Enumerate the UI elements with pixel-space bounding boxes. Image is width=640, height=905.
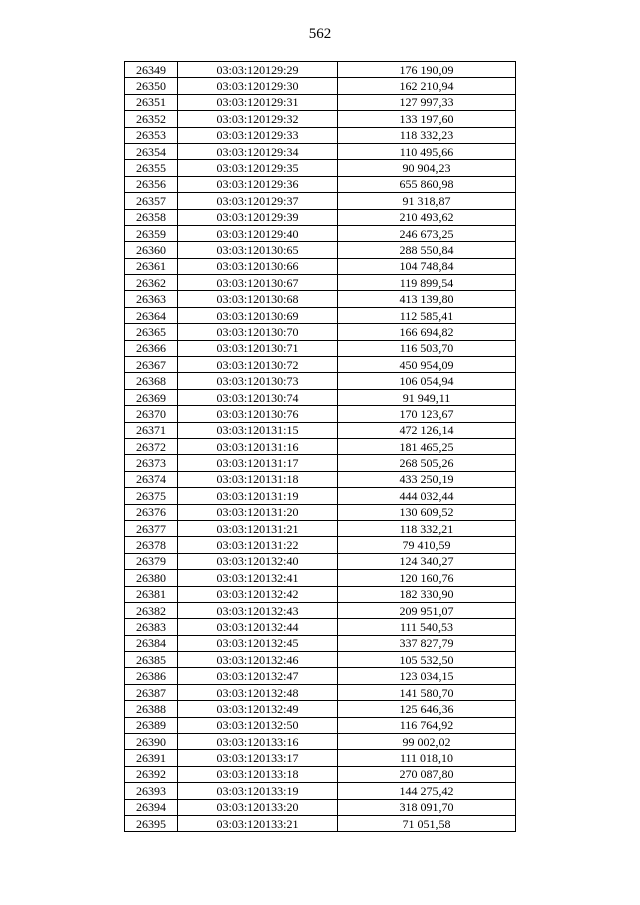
page-number: 562 (308, 26, 332, 42)
table-row (125, 209, 516, 225)
value-cell: 111 018,10 (338, 750, 516, 766)
table-row (125, 127, 516, 143)
value-cell: 104 748,84 (338, 258, 516, 274)
cadastral-number-cell: 03:03:120129:32 (178, 111, 338, 127)
table-row (125, 455, 516, 471)
value-cell: 130 609,52 (338, 504, 516, 520)
table-row (125, 570, 516, 586)
cadastral-number-cell: 03:03:120130:76 (178, 406, 338, 422)
value-cell: 166 694,82 (338, 324, 516, 340)
value-cell: 162 210,94 (338, 78, 516, 94)
value-cell: 99 002,02 (338, 734, 516, 750)
cadastral-number-cell: 03:03:120132:48 (178, 684, 338, 700)
table-row (125, 389, 516, 405)
table-row (125, 143, 516, 159)
row-number-cell: 26363 (125, 291, 178, 307)
table-row (125, 553, 516, 569)
value-cell: 71 051,58 (338, 815, 516, 831)
row-number-cell: 26382 (125, 602, 178, 618)
table-row (125, 438, 516, 454)
table-row (125, 668, 516, 684)
cadastral-number-cell: 03:03:120129:35 (178, 160, 338, 176)
table-row (125, 78, 516, 94)
table-row (125, 815, 516, 831)
cadastral-number-cell: 03:03:120129:39 (178, 209, 338, 225)
cadastral-number-cell: 03:03:120129:29 (178, 62, 338, 78)
value-cell: 209 951,07 (338, 602, 516, 618)
row-number-cell: 26393 (125, 783, 178, 799)
row-number-cell: 26386 (125, 668, 178, 684)
value-cell: 337 827,79 (338, 635, 516, 651)
table-row (125, 357, 516, 373)
value-cell: 444 032,44 (338, 488, 516, 504)
cadastral-number-cell: 03:03:120129:40 (178, 225, 338, 241)
row-number-cell: 26366 (125, 340, 178, 356)
row-number-cell: 26372 (125, 438, 178, 454)
table-row (125, 291, 516, 307)
cadastral-number-cell: 03:03:120132:41 (178, 570, 338, 586)
table-row (125, 94, 516, 110)
table-row (125, 242, 516, 258)
value-cell: 90 904,23 (338, 160, 516, 176)
table-row (125, 488, 516, 504)
cadastral-number-cell: 03:03:120133:21 (178, 815, 338, 831)
table-row (125, 766, 516, 782)
row-number-cell: 26367 (125, 357, 178, 373)
row-number-cell: 26381 (125, 586, 178, 602)
table-row (125, 176, 516, 192)
row-number-cell: 26389 (125, 717, 178, 733)
cadastral-number-cell: 03:03:120130:65 (178, 242, 338, 258)
cadastral-number-cell: 03:03:120130:70 (178, 324, 338, 340)
row-number-cell: 26351 (125, 94, 178, 110)
table-row (125, 504, 516, 520)
table-row (125, 160, 516, 176)
value-cell: 268 505,26 (338, 455, 516, 471)
table-row (125, 734, 516, 750)
value-cell: 182 330,90 (338, 586, 516, 602)
table-row (125, 619, 516, 635)
row-number-cell: 26358 (125, 209, 178, 225)
value-cell: 246 673,25 (338, 225, 516, 241)
cadastral-number-cell: 03:03:120131:16 (178, 438, 338, 454)
cadastral-number-cell: 03:03:120131:20 (178, 504, 338, 520)
row-number-cell: 26387 (125, 684, 178, 700)
row-number-cell: 26371 (125, 422, 178, 438)
cadastral-number-cell: 03:03:120129:33 (178, 127, 338, 143)
value-cell: 433 250,19 (338, 471, 516, 487)
value-cell: 288 550,84 (338, 242, 516, 258)
cadastral-number-cell: 03:03:120130:74 (178, 389, 338, 405)
row-number-cell: 26375 (125, 488, 178, 504)
cadastral-number-cell: 03:03:120133:17 (178, 750, 338, 766)
table-row (125, 373, 516, 389)
table-row (125, 225, 516, 241)
value-cell: 127 997,33 (338, 94, 516, 110)
table-row (125, 324, 516, 340)
cadastral-number-cell: 03:03:120131:21 (178, 520, 338, 536)
value-cell: 210 493,62 (338, 209, 516, 225)
row-number-cell: 26395 (125, 815, 178, 831)
row-number-cell: 26379 (125, 553, 178, 569)
value-cell: 91 949,11 (338, 389, 516, 405)
cadastral-number-cell: 03:03:120133:20 (178, 799, 338, 815)
table-row (125, 471, 516, 487)
value-cell: 116 764,92 (338, 717, 516, 733)
value-cell: 655 860,98 (338, 176, 516, 192)
value-cell: 120 160,76 (338, 570, 516, 586)
table-row (125, 307, 516, 323)
row-number-cell: 26362 (125, 275, 178, 291)
row-number-cell: 26391 (125, 750, 178, 766)
table-row (125, 750, 516, 766)
cadastral-number-cell: 03:03:120130:67 (178, 275, 338, 291)
row-number-cell: 26384 (125, 635, 178, 651)
cadastral-number-cell: 03:03:120130:68 (178, 291, 338, 307)
table-body (125, 62, 516, 832)
value-cell: 110 495,66 (338, 143, 516, 159)
value-cell: 176 190,09 (338, 62, 516, 78)
value-cell: 170 123,67 (338, 406, 516, 422)
cadastral-number-cell: 03:03:120132:50 (178, 717, 338, 733)
value-cell: 105 532,50 (338, 652, 516, 668)
row-number-cell: 26357 (125, 193, 178, 209)
cadastral-number-cell: 03:03:120132:47 (178, 668, 338, 684)
row-number-cell: 26353 (125, 127, 178, 143)
row-number-cell: 26361 (125, 258, 178, 274)
row-number-cell: 26376 (125, 504, 178, 520)
cadastral-number-cell: 03:03:120132:40 (178, 553, 338, 569)
table-row (125, 275, 516, 291)
value-cell: 118 332,23 (338, 127, 516, 143)
cadastral-number-cell: 03:03:120130:72 (178, 357, 338, 373)
cadastral-number-cell: 03:03:120131:19 (178, 488, 338, 504)
table-row (125, 520, 516, 536)
row-number-cell: 26378 (125, 537, 178, 553)
cadastral-number-cell: 03:03:120132:45 (178, 635, 338, 651)
row-number-cell: 26390 (125, 734, 178, 750)
table-row (125, 586, 516, 602)
cadastral-number-cell: 03:03:120129:36 (178, 176, 338, 192)
cadastral-number-cell: 03:03:120129:30 (178, 78, 338, 94)
cadastral-number-cell: 03:03:120132:44 (178, 619, 338, 635)
table-row (125, 717, 516, 733)
table-row (125, 635, 516, 651)
value-cell: 111 540,53 (338, 619, 516, 635)
value-cell: 119 899,54 (338, 275, 516, 291)
row-number-cell: 26374 (125, 471, 178, 487)
value-cell: 181 465,25 (338, 438, 516, 454)
table-row (125, 340, 516, 356)
row-number-cell: 26364 (125, 307, 178, 323)
cadastral-number-cell: 03:03:120133:19 (178, 783, 338, 799)
row-number-cell: 26359 (125, 225, 178, 241)
row-number-cell: 26369 (125, 389, 178, 405)
cadastral-value-table (124, 61, 516, 832)
value-cell: 116 503,70 (338, 340, 516, 356)
cadastral-number-cell: 03:03:120131:17 (178, 455, 338, 471)
cadastral-number-cell: 03:03:120129:37 (178, 193, 338, 209)
table-row (125, 652, 516, 668)
table-row (125, 422, 516, 438)
row-number-cell: 26380 (125, 570, 178, 586)
value-cell: 79 410,59 (338, 537, 516, 553)
cadastral-number-cell: 03:03:120131:22 (178, 537, 338, 553)
cadastral-number-cell: 03:03:120131:18 (178, 471, 338, 487)
row-number-cell: 26356 (125, 176, 178, 192)
value-cell: 123 034,15 (338, 668, 516, 684)
cadastral-number-cell: 03:03:120132:46 (178, 652, 338, 668)
cadastral-number-cell: 03:03:120132:43 (178, 602, 338, 618)
row-number-cell: 26368 (125, 373, 178, 389)
row-number-cell: 26373 (125, 455, 178, 471)
table-row (125, 684, 516, 700)
table-row (125, 783, 516, 799)
cadastral-number-cell: 03:03:120133:18 (178, 766, 338, 782)
row-number-cell: 26394 (125, 799, 178, 815)
table-row (125, 62, 516, 78)
cadastral-number-cell: 03:03:120129:31 (178, 94, 338, 110)
cadastral-number-cell: 03:03:120133:16 (178, 734, 338, 750)
value-cell: 133 197,60 (338, 111, 516, 127)
value-cell: 318 091,70 (338, 799, 516, 815)
table-row (125, 406, 516, 422)
table-row (125, 111, 516, 127)
value-cell: 144 275,42 (338, 783, 516, 799)
value-cell: 472 126,14 (338, 422, 516, 438)
row-number-cell: 26352 (125, 111, 178, 127)
table-row (125, 602, 516, 618)
row-number-cell: 26365 (125, 324, 178, 340)
cadastral-number-cell: 03:03:120130:71 (178, 340, 338, 356)
table-row (125, 799, 516, 815)
row-number-cell: 26385 (125, 652, 178, 668)
row-number-cell: 26377 (125, 520, 178, 536)
value-cell: 124 340,27 (338, 553, 516, 569)
value-cell: 91 318,87 (338, 193, 516, 209)
row-number-cell: 26354 (125, 143, 178, 159)
cadastral-number-cell: 03:03:120130:66 (178, 258, 338, 274)
value-cell: 118 332,21 (338, 520, 516, 536)
table-row (125, 537, 516, 553)
value-cell: 106 054,94 (338, 373, 516, 389)
table-row (125, 193, 516, 209)
value-cell: 413 139,80 (338, 291, 516, 307)
cadastral-number-cell: 03:03:120131:15 (178, 422, 338, 438)
row-number-cell: 26349 (125, 62, 178, 78)
cadastral-number-cell: 03:03:120130:73 (178, 373, 338, 389)
value-cell: 270 087,80 (338, 766, 516, 782)
table-row (125, 701, 516, 717)
value-cell: 125 646,36 (338, 701, 516, 717)
table-row (125, 258, 516, 274)
row-number-cell: 26360 (125, 242, 178, 258)
row-number-cell: 26370 (125, 406, 178, 422)
value-cell: 450 954,09 (338, 357, 516, 373)
cadastral-number-cell: 03:03:120130:69 (178, 307, 338, 323)
value-cell: 112 585,41 (338, 307, 516, 323)
row-number-cell: 26388 (125, 701, 178, 717)
cadastral-number-cell: 03:03:120129:34 (178, 143, 338, 159)
row-number-cell: 26355 (125, 160, 178, 176)
value-cell: 141 580,70 (338, 684, 516, 700)
row-number-cell: 26350 (125, 78, 178, 94)
row-number-cell: 26392 (125, 766, 178, 782)
row-number-cell: 26383 (125, 619, 178, 635)
cadastral-number-cell: 03:03:120132:49 (178, 701, 338, 717)
cadastral-number-cell: 03:03:120132:42 (178, 586, 338, 602)
